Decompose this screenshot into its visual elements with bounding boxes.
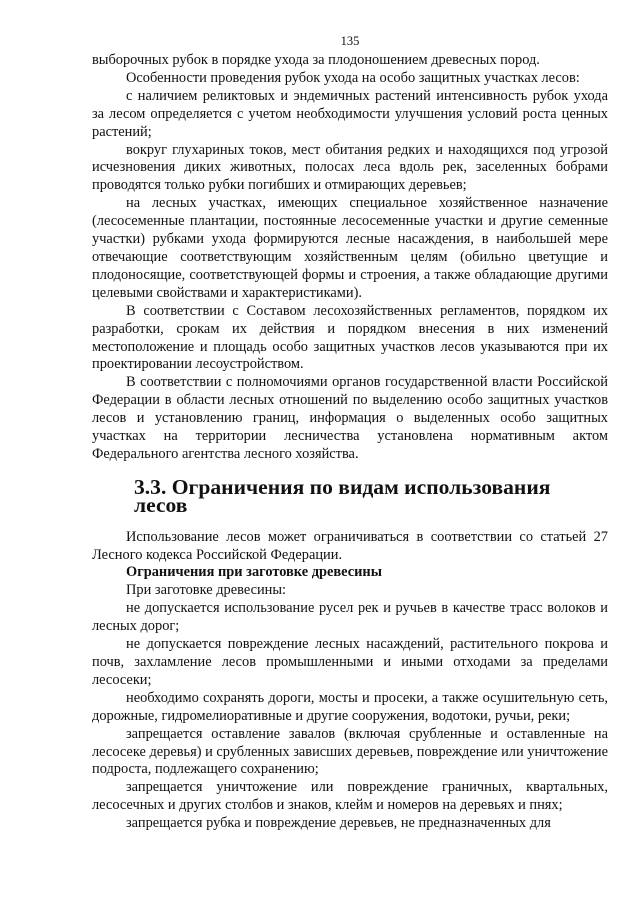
paragraph-section-intro: Использование лесов может ограничиваться в соответствии со статьей 27 Лесного кодекса Российской Федерации. (92, 528, 608, 563)
paragraph-damage-prohibited: не допускается повреждение лесных насаждений, растительного покрова и почв, захламление лесов промышленными и иными отходами за пределами лесосеки; (92, 636, 608, 688)
paragraph-windfall-prohibited: запрещается оставление завалов (включая срубленные и оставленные на лесосеке деревья) и срубленных зависших деревьев, повреждение или уничтожение подроста, подлежащего сохранению; (92, 725, 608, 778)
paragraph-markers-prohibited: запрещается уничтожение или повреждение граничных, квартальных, лесосечных и других столбов и знаков, клейм и номеров на деревьях и пнях; (92, 779, 608, 814)
subheading-timber-harvesting: Ограничения при заготовке древесины (126, 564, 382, 581)
paragraph-relict-plants: с наличием реликтовых и эндемичных растений интенсивность рубок ухода за лесом определяется с учетом необходимости улучшения условий роста ценных растений; (92, 87, 608, 140)
paragraph-continuation: выборочных рубок в порядке ухода за плодоношением древесных пород. (92, 52, 540, 68)
paragraph-special-purpose-sites: на лесных участках, имеющих специальное хозяйственное назначение (лесосеменные плантации, постоянные лесосеменные участки и другие семенные участки) рубками ухода формируются лесные насаждения, в наибольшей мере отвечающие соответствующим хозяйственным целям (обильно цветущие и плодоносящие, соответствующей формы и строения, а также обладающие другими целевыми свойствами и характеристиками). (92, 195, 608, 301)
paragraph-grouse-areas: вокруг глухариных токов, мест обитания редких и находящихся под угрозой исчезновения диких животных, полосах леса вдоль рек, заселенных бобрами проводятся только рубки погибших и отмирающих деревьев; (92, 141, 608, 194)
paragraph-river-beds: не допускается использование русел рек и ручьев в качестве трасс волоков и лесных дорог; (92, 600, 608, 635)
section-title: 3.3. Ограничения по видам использования лесов (134, 474, 551, 517)
paragraph-protective-sites-intro: Особенности проведения рубок ухода на особо защитных участках лесов: (126, 69, 580, 86)
paragraph-federal-authority: В соответствии с полномочиями органов государственной власти Российской Федерации в области лесных отношений по выделению особо защитных участков лесов и установлению границ, информация о выделенных особо защитных участках на территории лесничества установлена нормативным актом Федерального агентства лесного хозяйства. (92, 374, 608, 462)
page-number: 135 (340, 34, 360, 48)
paragraph-regulations-composition: В соответствии с Составом лесохозяйственных регламентов, порядком их разработки, срокам их действия и порядком внесения в них изменений местоположение и площадь особо защитных участков лесов указываются при их проектировании лесоустройством. (92, 302, 608, 373)
paragraph-felling-prohibited: запрещается рубка и повреждение деревьев, не предназначенных для (126, 815, 551, 832)
paragraph-harvesting-lead: При заготовке древесины: (126, 582, 287, 599)
document-page (92, 34, 608, 833)
paragraph-preserve-roads: необходимо сохранять дороги, мосты и просеки, а также осушительную сеть, дорожные, гидромелиоративные и другие сооружения, водотоки, ручьи, реки; (92, 689, 608, 724)
